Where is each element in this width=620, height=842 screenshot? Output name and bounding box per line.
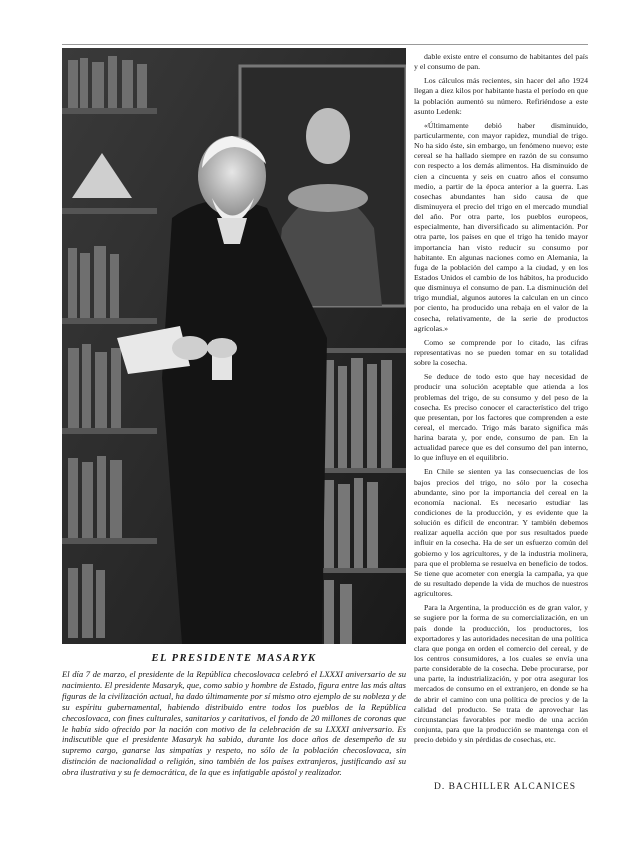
photo-caption-body: El día 7 de marzo, el presidente de la República checoslovaca celebró el LXXXI aniversario de su nacimiento. El presidente Masaryk, que, como sabio y hombre de Estado, figura entre las más altas figuras de la civilización actual, ha dado últimamente por sí mismo otro ejemplo de su nobleza y de su espíritu gubernamental, habiendo distribuido entre todos los pueblos de la República checoslovaca, con fines culturales, sanitarios y caritativos, el fondo de 20 millones de coronas que le había sido ofrecido por la nación con motivo de la celebración de su LXXXI aniversario. Es indiscutible que el presidente Masaryk ha sabido, durante los doce años de desempeño de su supremo cargo, ganarse las simpatías y respeto, no sólo de la población checoslovaca, sin distinción de nacionalidad o religión, sino también de los países extranjeros, justificando así su obra ilustrativa y su fe democrática, de la que es infatigable apóstol y realizador. xyxy=(62,669,406,778)
article-column xyxy=(414,52,588,749)
article-signature: D. BACHILLER ALCANICES xyxy=(433,782,577,792)
top-rule xyxy=(62,44,588,45)
article-paragraph: Se deduce de todo esto que hay necesidad de producir una solución aceptable que atienda a los problemas del trigo, de su consumo y del peso de la cosecha. Es preciso conocer el característico del trigo que presentan, por los factores que comprenden a este cereal, el mercado. Trigo más barato significa más harina barata y, por ende, consumo de pan. En la actualidad parece que es del consumo del pan interno, lo que influye en el equilibrio. xyxy=(414,372,588,463)
article-paragraph: Para la Argentina, la producción es de gran valor, y se sugiere por la forma de su comercialización, en un país donde la producción, los productores, los exportadores y las autoridades necesitan de una política clara que ponga en orden el comercio del cereal, y de los centros consumidores, a los cuales se envía una parte considerable de la cosecha. Debe procurarse, por una parte, la industrialización, y por otra asegurar los mercados de consumo en el extranjero, en donde se ha de abrir el camino con una política de precios y de la calidad del producto. Se trata de aprovechar las circunstancias favorables por medio de una acción conjunta, para que la producción se mantenga con el precio debido y sin pérdidas de cosechas, etc. xyxy=(414,603,588,745)
article-paragraph: dable existe entre el consumo de habitantes del país y el consumo de pan. xyxy=(414,52,588,72)
article-paragraph: Como se comprende por lo citado, las cifras representativas no se pueden tomar en su totalidad sobre la cosecha. xyxy=(414,337,588,368)
article-paragraph: En Chile se sienten ya las consecuencias de los bajos precios del trigo, no sólo por la cosecha abundante, sino por la importancia del cereal en la economía nacional. Es necesario estudiar las condiciones de la producción, y es evidente que la solución es difícil de encontrar. Y también debemos realizar aquella acción que por sus resultados puede influir en la cosecha. Ha de ser un esfuerzo común del gobierno y los agricultores, y de la industria molinera, para que el problema se resuelva en beneficio de todos. Se tiene que acometer con energía la campaña, ya que de su resultado depende la vida de muchos de nuestros agricultores. xyxy=(414,467,588,599)
photo-caption-title: EL PRESIDENTE MASARYK xyxy=(151,653,317,664)
masaryk-photograph xyxy=(62,48,406,644)
article-paragraph: Los cálculos más recientes, sin hacer del año 1924 llegan a diez kilos por habitante hasta el período en que la población aumentó su número. Refiriéndose a este asunto Ledenk: xyxy=(414,76,588,116)
article-paragraph: «Últimamente debió haber disminuido, particularmente, con mayor rapidez, mundial de trigo. No ha sido éste, sin embargo, un fenómeno nuevo; este cereal se ha hallado siempre en razón de su consumo con respecto a los demás alimentos. Ha disminuido de cien a cincuenta y seis en cuatro años el consumo medio, a partir de la época anterior a la guerra. Las cosechas abundantes han sido causa de que disminuyera el precio del trigo en el mercado mundial del año. Por otra parte, los pueblos europeos, especialmente, han diversificado su alimentación. Por otra parte, los países en que el trigo ha tenido mayor importancia han visto reducir su consumo por habitante. En algunas naciones como en Alemania, la fuga de la población del campo a la ciudad, y en los Estados Unidos el cambio de los hábitos, ha producido que disminuya el consumo de pan. La disminución del trigo mundial, algunos autores la calculan en un cinco por ciento, ha producido una rebaja en el valor de la cosecha, relativamente, de la serie de productos agrícolas.» xyxy=(414,120,588,333)
